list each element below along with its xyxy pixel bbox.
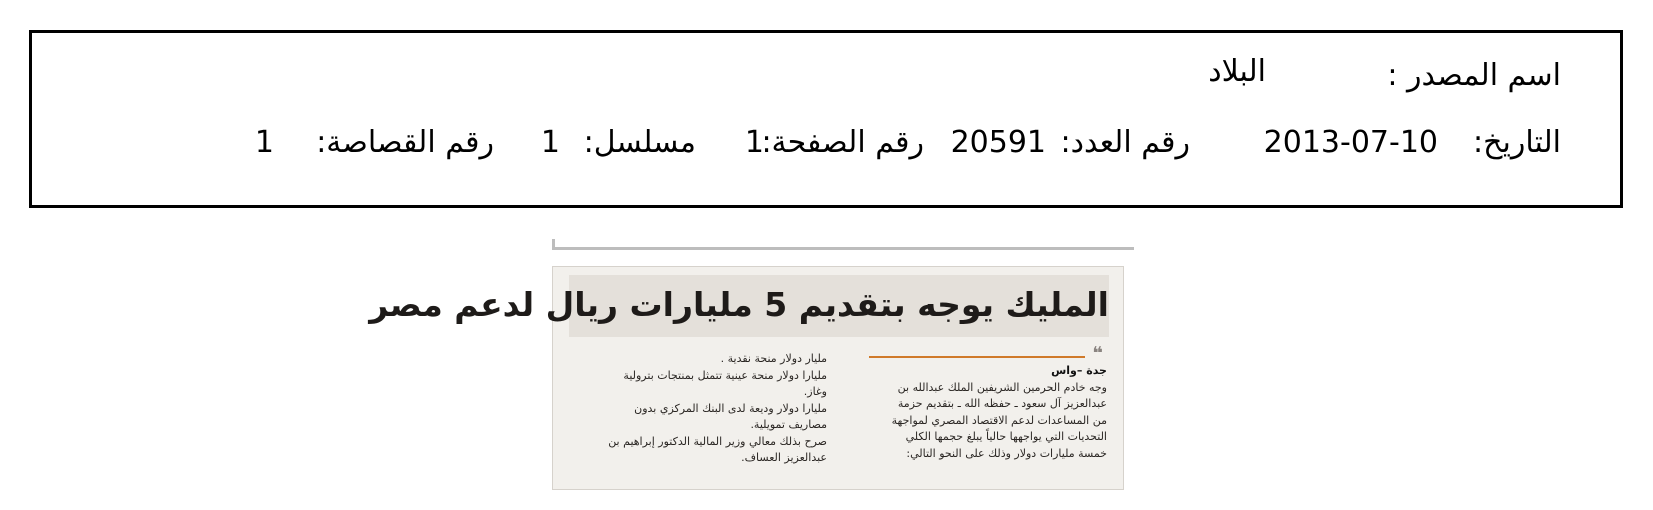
dateline: جدة –واس bbox=[1051, 364, 1107, 377]
article-line: صرح بذلك معالي وزير المالية الدكتور إبراهيم بن bbox=[608, 434, 827, 448]
quote-rule bbox=[845, 343, 1107, 364]
page-value: 1 bbox=[744, 125, 764, 160]
issue-label: رقم العدد: bbox=[1060, 125, 1190, 160]
issue-value: 20591 bbox=[950, 125, 1046, 160]
article-line: وجه خادم الحرمين الشريفين الملك عبدالله بن bbox=[897, 380, 1107, 394]
date-label: التاريخ: bbox=[1473, 125, 1561, 160]
clip-number-value: 1 bbox=[254, 125, 274, 160]
article-line: مليارا دولار منحة عينية تتمثل بمنتجات بترولية bbox=[623, 368, 827, 382]
date-value: 2013-07-10 bbox=[1263, 125, 1438, 160]
article-line: عبدالعزيز آل سعود ـ حفظه الله ـ بتقديم حزمة bbox=[897, 397, 1107, 410]
orange-rule bbox=[869, 356, 1085, 358]
article-right-column bbox=[845, 363, 1107, 462]
metadata-header-box bbox=[29, 30, 1623, 208]
article-line: عبدالعزيز العساف. bbox=[741, 451, 827, 464]
article-line: مليار دولار منحة نقدية . bbox=[720, 352, 827, 365]
clip-number-label: رقم القصاصة: bbox=[316, 125, 494, 160]
article-line: خمسة مليارات دولار وذلك على النحو التالي: bbox=[906, 446, 1107, 460]
source-label: اسم المصدر : bbox=[1387, 58, 1561, 93]
headline-band bbox=[369, 275, 1109, 337]
clipping-headline: المليك يوجه بتقديم 5 مليارات ريال لدعم مصر bbox=[369, 285, 1109, 324]
article-left-column bbox=[565, 351, 827, 467]
article-line: التحديات التي يواجهها حالياً يبلغ حجمها الكلي bbox=[905, 430, 1107, 443]
clip-frame-rule bbox=[552, 247, 1134, 250]
article-line: مليارا دولار وديعة لدى البنك المركزي بدون bbox=[634, 401, 827, 415]
quote-mark-icon: ❝ bbox=[1092, 343, 1103, 364]
serial-label: مسلسل: bbox=[583, 125, 696, 160]
source-value: البلاد bbox=[1208, 54, 1266, 89]
article-line: من المساعدات لدعم الاقتصاد المصري لمواجهة bbox=[891, 413, 1107, 427]
clip-frame-corner bbox=[552, 239, 555, 250]
article-line: وغاز. bbox=[803, 385, 827, 398]
page-label: رقم الصفحة: bbox=[761, 125, 924, 160]
serial-value: 1 bbox=[540, 125, 560, 160]
article-line: مصاريف تمويلية. bbox=[750, 418, 827, 431]
newspaper-clipping bbox=[369, 266, 1124, 490]
